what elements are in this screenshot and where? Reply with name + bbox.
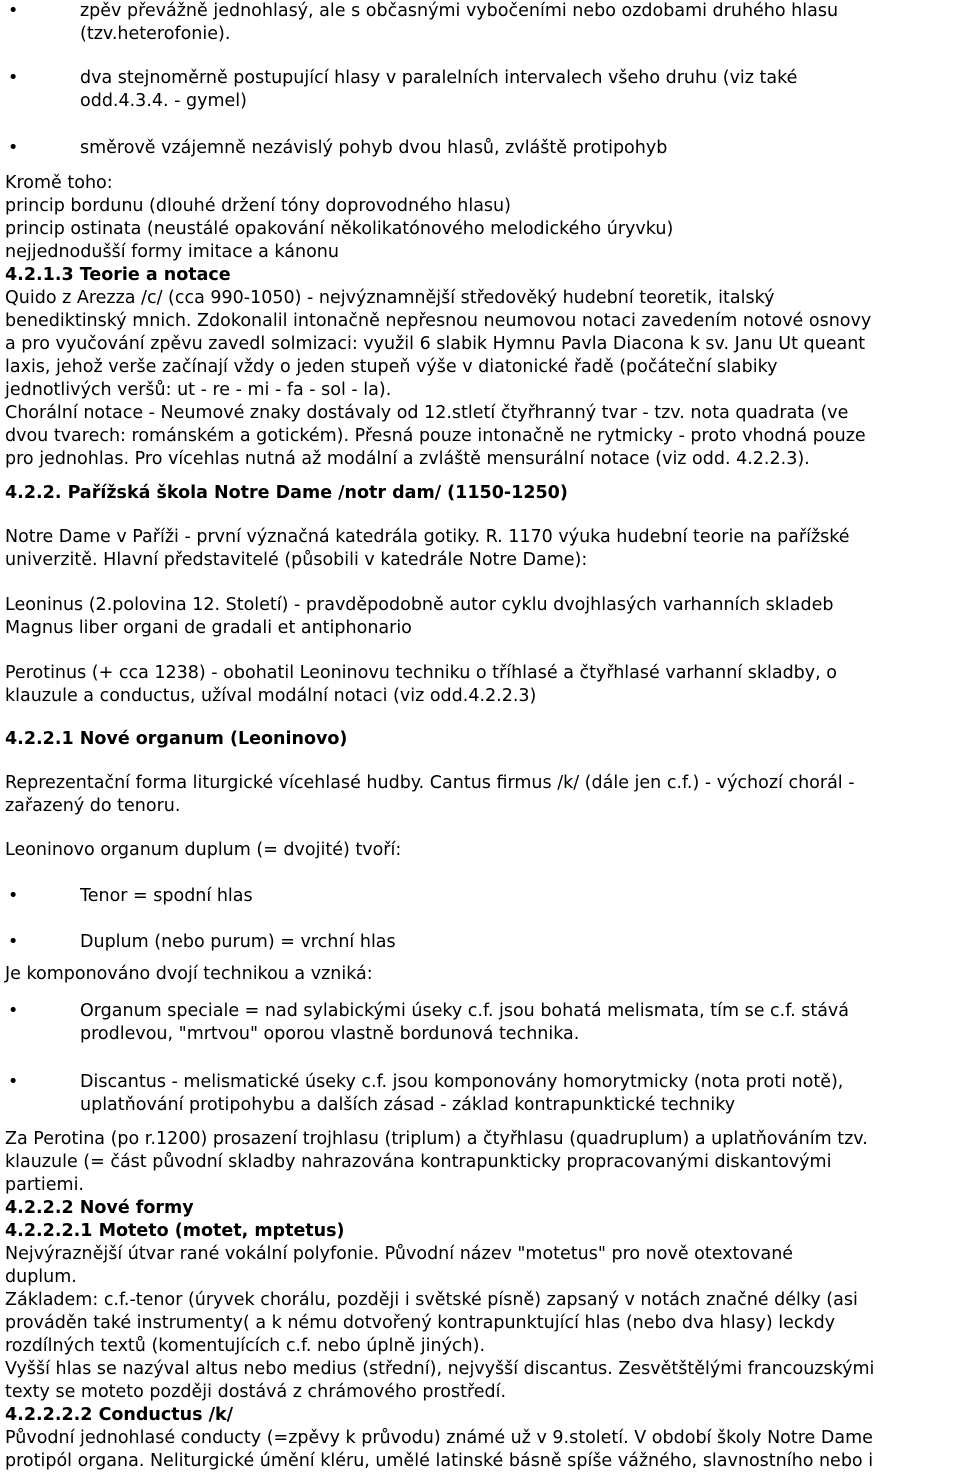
text-line: • Tenor = spodní hlas <box>80 886 253 906</box>
bullet-item <box>80 67 958 113</box>
paragraph-reprezentacni <box>5 772 960 818</box>
text-line: Magnus liber organi de gradali et antiphonario <box>5 618 412 638</box>
bullet-item <box>80 1000 958 1046</box>
text-line: • Discantus - melismatické úseky c.f. jsou komponovány homorytmicky (nota proti notě), <box>80 1072 844 1092</box>
paragraph-notre-dame <box>5 526 960 572</box>
text-line: Leoninovo organum duplum (= dvojité) tvoří: <box>5 840 402 860</box>
text-line: rozdílných textů (komentujících c.f. nebo úplně jiných). <box>5 1336 486 1356</box>
text-line: Je komponováno dvojí technikou a vzniká: <box>5 964 373 984</box>
text-line: texty se moteto později dostává z chrámového prostředí. <box>5 1382 507 1402</box>
paragraph-conductus <box>5 1427 960 1473</box>
text-line: zařazený do tenoru. <box>5 796 181 816</box>
bullet-item <box>80 885 958 908</box>
bullet-item <box>80 931 958 954</box>
paragraph-komponovano <box>5 963 960 986</box>
bullet-item <box>80 137 958 160</box>
paragraph-leoninovo-organum <box>5 839 960 862</box>
text-line: princip bordunu (dlouhé držení tóny doprovodného hlasu) <box>5 196 511 216</box>
text-line: protipól organa. Neliturgické úmění kléru, umělé latinské básně spíše vážného, slavnostního nebo i <box>5 1451 874 1471</box>
text-line: klauzule a conductus, užíval modální notaci (viz odd.4.2.2.3) <box>5 686 537 706</box>
text-line: benediktinský mnich. Zdokonalil intonačně nepřesnou neumovou notaci zavedením notové osnovy <box>5 311 872 331</box>
text-line: odd.4.3.4. - gymel) <box>80 91 247 111</box>
paragraph-moteto <box>5 1243 960 1404</box>
text-line: partiemi. <box>5 1175 84 1195</box>
text-line: Základem: c.f.-tenor (úryvek chorálu, později i světské písně) zapsaný v notách značné délky (asi <box>5 1290 858 1310</box>
text-line: klauzule (= část původní skladby nahrazována kontrapunkticky propracovanými diskantovými <box>5 1152 832 1172</box>
text-line: • Organum speciale = nad sylabickými úseky c.f. jsou bohatá melismata, tím se c.f. stává <box>80 1001 850 1021</box>
section-heading: 4.2.2.2 Nové formy <box>5 1198 194 1218</box>
text-line: Za Perotina (po r.1200) prosazení trojhlasu (triplum) a čtyřhlasu (quadruplum) a uplatňováním tzv. <box>5 1129 868 1149</box>
text-line: Reprezentační forma liturgické vícehlasé hudby. Cantus firmus /k/ (dále jen c.f.) - výchozí chorál - <box>5 773 855 793</box>
text-line: a pro vyučování zpěvu zavedl solmizaci: využil 6 slabik Hymnu Pavla Diacona k sv. Janu Ut queant <box>5 334 866 354</box>
text-line: dvou tvarech: románském a gotickém). Přesná pouze intonačně ne rytmicky - proto vhodná pouze <box>5 426 866 446</box>
text-line: Notre Dame v Paříži - první význačná katedrála gotiky. R. 1170 výuka hudební teorie na pařížské <box>5 527 850 547</box>
text-line: prodlevou, "mrtvou" oporou vlastně bordunová technika. <box>80 1024 580 1044</box>
text-line: • zpěv převážně jednohlasý, ale s občasnými vybočeními nebo ozdobami druhého hlasu <box>80 1 839 21</box>
text-line: (tzv.heterofonie). <box>80 24 231 44</box>
text-line: Leoninus (2.polovina 12. Století) - pravděpodobně autor cyklu dvojhlasých varhanních skladeb <box>5 595 834 615</box>
bullet-item <box>80 0 958 46</box>
text-line: • dva stejnoměrně postupující hlasy v paralelních intervalech všeho druhu (viz také <box>80 68 798 88</box>
text-line: uplatňování protipohybu a dalších zásad - základ kontrapunktické techniky <box>80 1095 736 1115</box>
text-line: Kromě toho: <box>5 173 113 193</box>
paragraph-quido <box>5 287 960 471</box>
text-line: nejjednodušší formy imitace a kánonu <box>5 242 339 262</box>
text-line: Quido z Arezza /c/ (cca 990-1050) - nejvýznamnější středověký hudební teoretik, italský <box>5 288 775 308</box>
text-line: duplum. <box>5 1267 77 1287</box>
text-line: Původní jednohlasé conducty (=zpěvy k průvodu) známé už v 9.století. V období školy Notre Dame <box>5 1428 873 1448</box>
paragraph-za-perotina <box>5 1128 960 1197</box>
text-line: pro jednohlas. Pro vícehlas nutná až modální a zvláště mensurální notace (viz odd. 4.2.2.3). <box>5 449 810 469</box>
text-line: Perotinus (+ cca 1238) - obohatil Leoninovu techniku o tříhlasé a čtyřhlasé varhanní skladby, o <box>5 663 837 683</box>
text-line: princip ostinata (neustálé opakování několikatónového melodického úryvku) <box>5 219 674 239</box>
text-line: univerzitě. Hlavní představitelé (působili v katedrále Notre Dame): <box>5 550 588 570</box>
paragraph-perotinus <box>5 662 960 708</box>
section-heading: 4.2.2. Pařížská škola Notre Dame /notr dam/ (1150-1250) <box>5 483 568 503</box>
text-line: • Duplum (nebo purum) = vrchní hlas <box>80 932 396 952</box>
section-heading: 4.2.2.1 Nové organum (Leoninovo) <box>5 729 348 749</box>
text-line: Nejvýraznější útvar rané vokální polyfonie. Původní název "motetus" pro nově otextované <box>5 1244 794 1264</box>
text-line: Chorální notace - Neumové znaky dostávaly od 12.stletí čtyřhranný tvar - tzv. nota quadrata (ve <box>5 403 849 423</box>
section-heading: 4.2.2.2.1 Moteto (motet, mptetus) <box>5 1221 345 1241</box>
section-heading: 4.2.1.3 Teorie a notace <box>5 265 231 285</box>
section-heading: 4.2.2.2.2 Conductus /k/ <box>5 1405 234 1425</box>
text-line: • směrově vzájemně nezávislý pohyb dvou hlasů, zvláště protipohyb <box>80 138 668 158</box>
text-line: laxis, jehož verše začínají vždy o jeden stupeň výše v diatonické řadě (počáteční slabiky <box>5 357 778 377</box>
text-line: jednotlivých veršů: ut - re - mi - fa - sol - la). <box>5 380 392 400</box>
text-line: prováděn také instrumenty( a k nému dotvořený kontrapunktující hlas (nebo dva hlasy) leckdy <box>5 1313 836 1333</box>
paragraph-krome <box>5 172 960 264</box>
text-line: Vyšší hlas se nazýval altus nebo medius (střední), nejvyšší discantus. Zesvětštělými francouzskými <box>5 1359 875 1379</box>
bullet-item <box>80 1071 958 1117</box>
paragraph-leoninus <box>5 594 960 640</box>
